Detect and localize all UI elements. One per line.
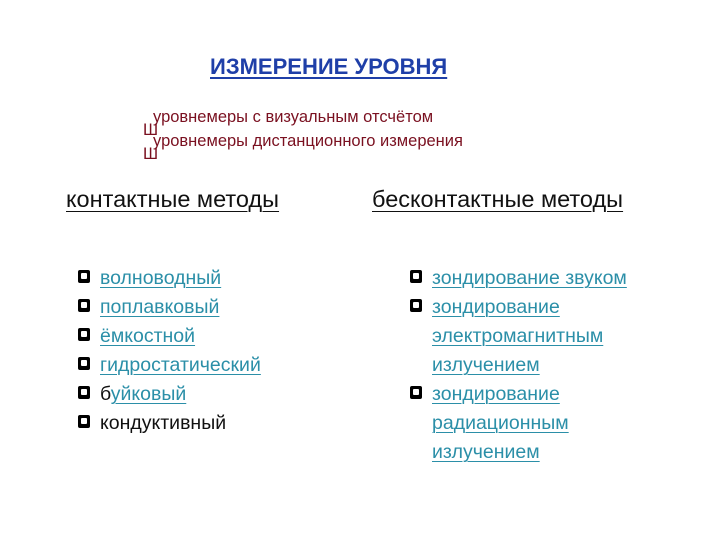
- subtitle-text: уровнемеры дистанционного измерения: [153, 132, 463, 150]
- contactless-methods-list: [410, 264, 627, 467]
- list-item[interactable]: [78, 351, 261, 380]
- square-bullet-icon: [78, 415, 90, 428]
- square-bullet-icon: [78, 328, 90, 341]
- list-item[interactable]: [78, 380, 261, 409]
- method-link[interactable]: уйковый: [110, 383, 187, 405]
- list-item[interactable]: [78, 293, 261, 322]
- method-link[interactable]: зондирование звуком: [432, 267, 627, 289]
- method-link[interactable]: поплавковый: [100, 296, 220, 318]
- square-bullet-icon: [410, 299, 422, 312]
- square-bullet-icon: [78, 270, 90, 283]
- method-link[interactable]: гидростатический: [100, 354, 261, 376]
- list-item[interactable]: [78, 322, 261, 351]
- square-bullet-icon: [78, 299, 90, 312]
- list-item: [78, 409, 261, 438]
- subtitle-text: уровнемеры с визуальным отсчётом: [153, 108, 434, 126]
- method-link[interactable]: ёмкостной: [100, 325, 196, 347]
- square-bullet-icon: [410, 386, 422, 399]
- square-bullet-icon: [78, 386, 90, 399]
- square-bullet-icon: [410, 270, 422, 283]
- method-prefix: б: [100, 383, 111, 405]
- subtitle-remote-measurement: Ш уровнемеры дистанционного измерения: [143, 132, 463, 163]
- method-text: кондуктивный: [100, 412, 227, 434]
- list-item[interactable]: [410, 380, 627, 467]
- list-item[interactable]: [410, 264, 627, 293]
- square-bullet-icon: [78, 357, 90, 370]
- method-link[interactable]: зондирование электромагнитным излучением: [432, 296, 604, 376]
- heading-contactless-methods: бесконтактные методы: [372, 186, 624, 212]
- page-title: ИЗМЕРЕНИЕ УРОВНЯ: [210, 54, 448, 79]
- list-item[interactable]: [78, 264, 261, 293]
- contact-methods-list: [78, 264, 261, 438]
- method-link[interactable]: волноводный: [100, 267, 222, 289]
- method-link[interactable]: зондирование радиационным излучением: [432, 383, 569, 463]
- heading-contact-methods: контактные методы: [66, 186, 280, 212]
- list-item[interactable]: [410, 293, 627, 380]
- subtitle-visual-readout: Ш уровнемеры с визуальным отсчётом: [143, 108, 434, 139]
